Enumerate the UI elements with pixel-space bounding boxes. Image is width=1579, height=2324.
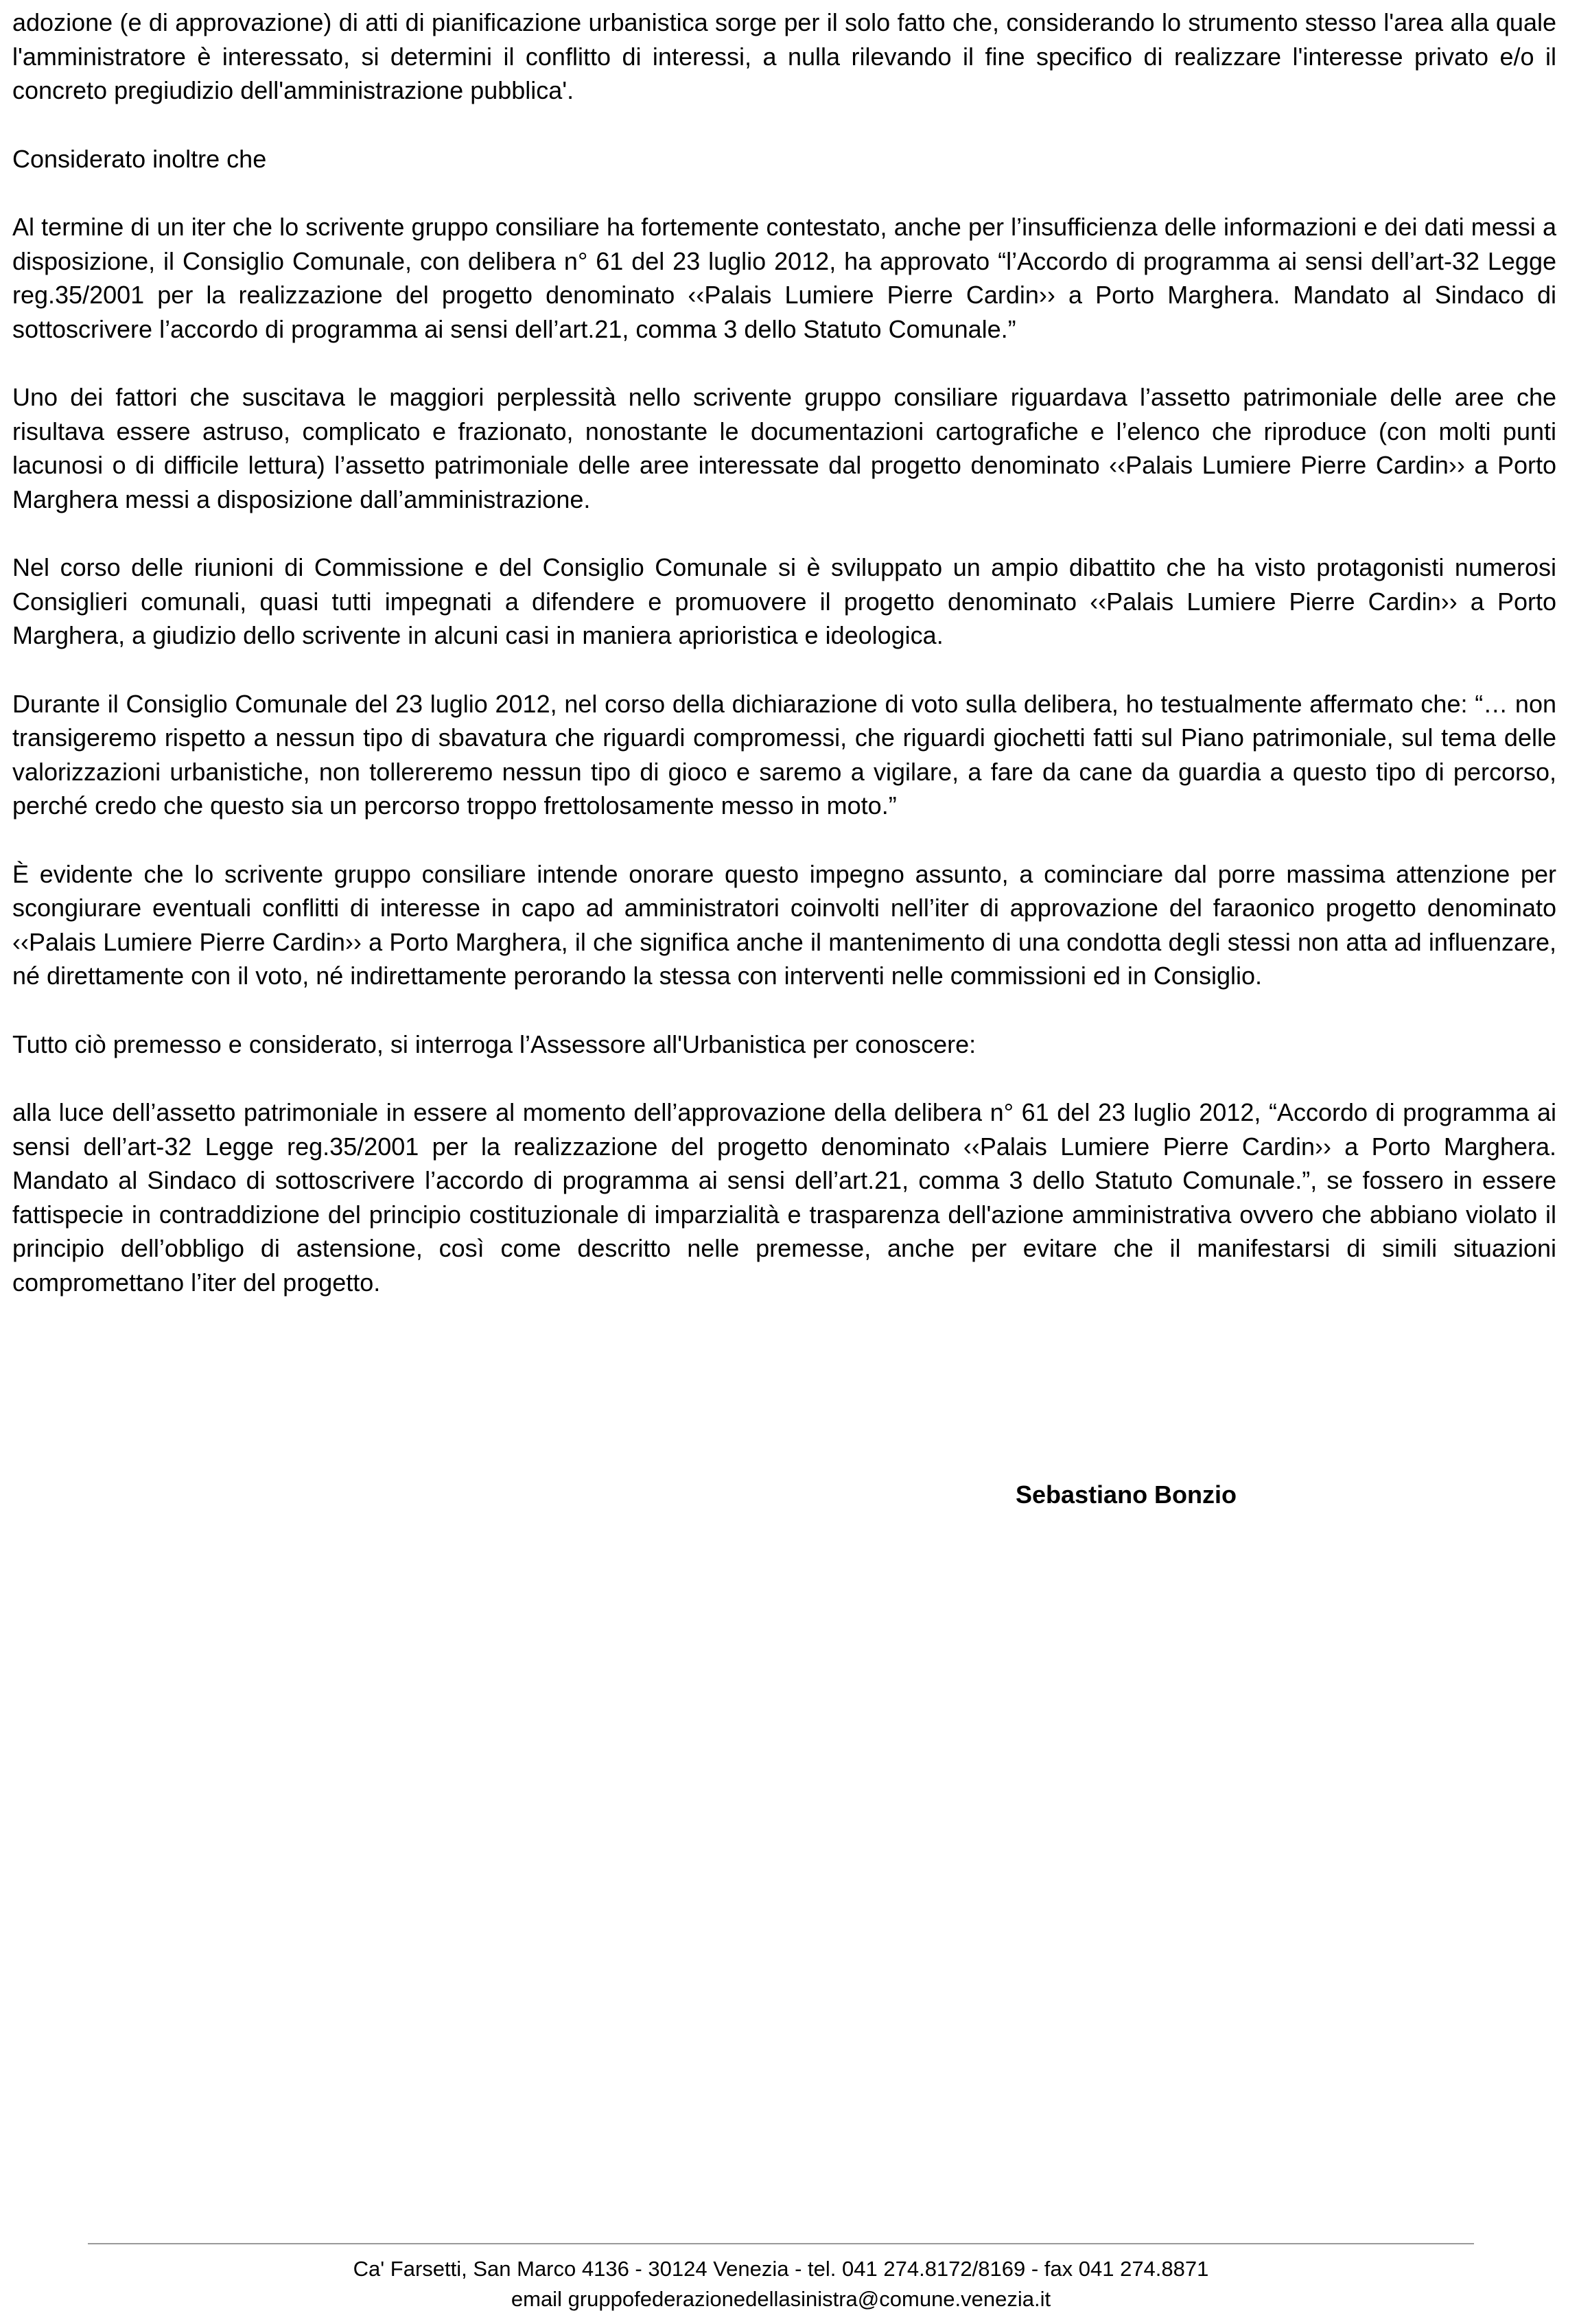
footer-address: Ca' Farsetti, San Marco 4136 - 30124 Venezia - tel. 041 274.8172/8169 - fax 041 274.8871 <box>353 2257 1209 2281</box>
paragraph-dichiarazione-voto: Durante il Consiglio Comunale del 23 luglio 2012, nel corso della dichiarazione di voto sulla delibera, ho testualmente affermato che: “… non transigeremo rispetto a nessun tipo di sbavatura che riguardi compromessi, che riguardi giochetti fatti sul Piano patrimoniale, sul tema delle valorizzazioni urbanistiche, non tollereremo nessun tipo di gioco e saremo a vigilare, a fare da cane da guardia a questo tipo di percorso, perché credo che questo sia un percorso troppo frettolosamente messo in moto.” <box>12 689 1556 820</box>
document-body <box>12 5 1556 1334</box>
paragraph-premise-continuation: adozione (e di approvazione) di atti di pianificazione urbanistica sorge per il solo fatto che, considerando lo strumento stesso l'area alla quale l'amministratore è interessato, si determini il conflitto di interessi, a nulla rilevando il fine specifico di realizzare l'interesse privato e/o il concreto pregiudizio dell'amministrazione pubblica'. <box>12 8 1556 104</box>
footer-divider <box>88 2243 1474 2244</box>
paragraph-considerato-heading: Considerato inoltre che <box>12 144 267 173</box>
paragraph-impegno: È evidente che lo scrivente gruppo consiliare intende onorare questo impegno assunto, a cominciare dal porre massima attenzione per scongiurare eventuali conflitti di interesse in capo ad amministratori coinvolti nell’iter di approvazione del faraonico progetto denominato ‹‹Palais Lumiere Pierre Cardin›› a Porto Marghera, il che significa anche il mantenimento di una condotta degli stessi non atta ad influenzare, né direttamente con il voto, né indirettamente perorando la stessa con interventi nelle commissioni ed in Consiglio. <box>12 859 1556 990</box>
page-footer <box>88 2254 1474 2314</box>
paragraph-dibattito: Nel corso delle riunioni di Commissione e del Consiglio Comunale si è sviluppato un ampio dibattito che ha visto protagonisti numerosi Consiglieri comunali, quasi tutti impegnati a difendere e promuovere il progetto denominato ‹‹Palais Lumiere Pierre Cardin›› a Porto Marghera, a giudizio dello scrivente in alcuni casi in maniera aprioristica e ideologica. <box>12 553 1556 649</box>
paragraph-assetto-patrimoniale: Uno dei fattori che suscitava le maggiori perplessità nello scrivente gruppo consiliare riguardava l’assetto patrimoniale delle aree che risultava essere astruso, complicato e frazionato, nonostante le documentazioni cartografiche e l’elenco che riproduce (con molti punti lacunosi o di difficile lettura) l’assetto patrimoniale delle aree interessate dal progetto denominato ‹‹Palais Lumiere Pierre Cardin›› a Porto Marghera messi a disposizione dall’amministrazione. <box>12 383 1556 513</box>
paragraph-iter-delibera: Al termine di un iter che lo scrivente gruppo consiliare ha fortemente contestato, anche per l’insufficienza delle informazioni e dei dati messi a disposizione, il Consiglio Comunale, con delibera n° 61 del 23 luglio 2012, ha approvato “l’Accordo di programma ai sensi dell’art-32 Legge reg.35/2001 per la realizzazione del progetto denominato ‹‹Palais Lumiere Pierre Cardin›› a Porto Marghera. Mandato al Sindaco di sottoscrivere l’accordo di programma ai sensi dell’art.21, comma 3 dello Statuto Comunale.” <box>12 213 1556 343</box>
footer-email: email gruppofederazionedellasinistra@comune.venezia.it <box>511 2287 1051 2311</box>
signature: Sebastiano Bonzio <box>1016 1480 1237 1509</box>
paragraph-richiesta: alla luce dell’assetto patrimoniale in essere al momento dell’approvazione della delibera n° 61 del 23 luglio 2012, “Accordo di programma ai sensi dell’art-32 Legge reg.35/2001 per la realizzazione del progetto denominato ‹‹Palais Lumiere Pierre Cardin›› a Porto Marghera. Mandato al Sindaco di sottoscrivere l’accordo di programma ai sensi dell’art.21, comma 3 dello Statuto Comunale.”, se fossero in essere fattispecie in contraddizione del principio costituzionale di imparzialità e trasparenza dell'azione amministrativa ovvero che abbiano violato il principio dell’obbligo di astensione, così come descritto nelle premesse, anche per evitare che il manifestarsi di simili situazioni compromettano l’iter del progetto. <box>12 1098 1556 1297</box>
paragraph-interroga: Tutto ciò premesso e considerato, si interroga l’Assessore all'Urbanistica per conoscere: <box>12 1030 976 1058</box>
